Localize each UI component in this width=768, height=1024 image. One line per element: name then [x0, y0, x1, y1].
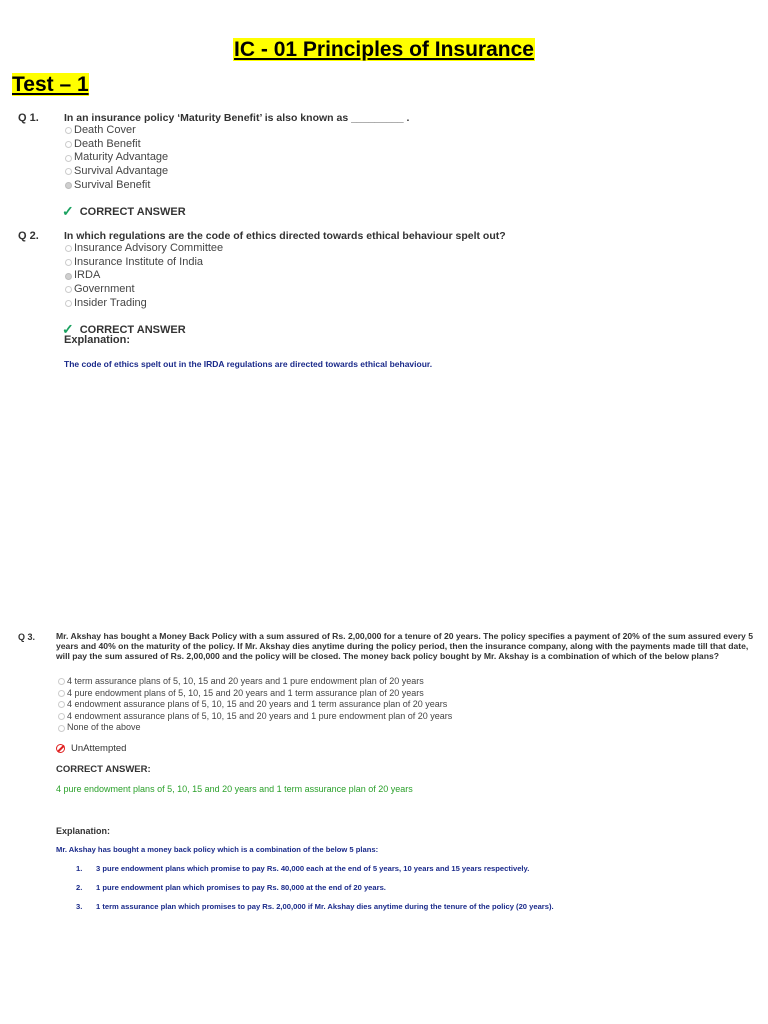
q3-correct-label: CORRECT ANSWER:	[56, 764, 151, 775]
not-attempted-icon	[56, 744, 65, 753]
q3-option[interactable]: 4 endowment assurance plans of 5, 10, 15 and 20 years and 1 pure endowment plan of 20 years	[58, 711, 452, 723]
page-title: IC - 01 Principles of Insurance	[234, 38, 534, 61]
q1-option[interactable]: Maturity Advantage	[65, 151, 168, 165]
q2-option[interactable]: Insider Trading	[65, 297, 223, 311]
q3-option[interactable]: 4 term assurance plans of 5, 10, 15 and 20 years and 1 pure endowment plan of 20 years	[58, 676, 452, 688]
q3-option[interactable]: 4 endowment assurance plans of 5, 10, 15 and 20 years and 1 term assurance plan of 20 years	[58, 699, 452, 711]
radio-icon[interactable]	[65, 155, 72, 162]
radio-icon[interactable]	[58, 713, 65, 720]
q2-number: Q 2.	[18, 230, 39, 242]
q2-explanation-label: Explanation:	[64, 334, 131, 346]
q2-result: ✓ CORRECT ANSWER	[62, 321, 186, 337]
radio-icon[interactable]	[65, 141, 72, 148]
radio-selected-icon[interactable]	[65, 273, 72, 280]
q3-options	[58, 676, 452, 734]
radio-icon[interactable]	[65, 300, 72, 307]
q1-option[interactable]: Survival Benefit	[65, 179, 168, 193]
q3-status: UnAttempted	[56, 743, 126, 754]
q3-text: Mr. Akshay has bought a Money Back Policy with a sum assured of Rs. 2,00,000 for a tenure of 20 years. The policy specifies a payment of 20% of the sum assured every 5 years and 40% on the maturity of the policy. If Mr. Akshay dies anytime during the policy period, then the insurance company, along with the payments made till that date, will pay the sum assured of Rs. 2,00,000 and the policy will be closed. The money back policy bought by Mr. Akshay is a combination of which of the below plans?	[56, 631, 753, 662]
q2-explanation: The code of ethics spelt out in the IRDA regulations are directed towards ethical behaviour.	[64, 359, 433, 369]
q3-explanation-point: 3. 1 term assurance plan which promises to pay Rs. 2,00,000 if Mr. Akshay dies anytime during the tenure of the policy (20 years).	[76, 902, 554, 911]
radio-icon[interactable]	[58, 678, 65, 685]
q1-option[interactable]: Death Benefit	[65, 138, 168, 152]
q1-result: ✓ CORRECT ANSWER	[62, 203, 186, 219]
q1-text: In an insurance policy ‘Maturity Benefit’ is also known as _________ .	[64, 112, 410, 124]
q3-option[interactable]: 4 pure endowment plans of 5, 10, 15 and 20 years and 1 term assurance plan of 20 years	[58, 688, 452, 700]
q1-option[interactable]: Death Cover	[65, 124, 168, 138]
radio-icon[interactable]	[58, 725, 65, 732]
q1-options	[65, 124, 168, 192]
radio-icon[interactable]	[65, 245, 72, 252]
radio-icon[interactable]	[65, 286, 72, 293]
q2-text: In which regulations are the code of ethics directed towards ethical behaviour spelt out?	[64, 230, 506, 242]
radio-icon[interactable]	[65, 168, 72, 175]
q2-option[interactable]: Government	[65, 283, 223, 297]
q1-option[interactable]: Survival Advantage	[65, 165, 168, 179]
q2-option[interactable]: IRDA	[65, 269, 223, 283]
q3-option[interactable]: None of the above	[58, 722, 452, 734]
q3-correct-answer: 4 pure endowment plans of 5, 10, 15 and 20 years and 1 term assurance plan of 20 years	[56, 784, 413, 794]
radio-icon[interactable]	[65, 259, 72, 266]
test-heading: Test – 1	[12, 73, 89, 96]
q3-number: Q 3.	[18, 632, 36, 642]
radio-icon[interactable]	[65, 127, 72, 134]
q2-options	[65, 242, 223, 310]
q3-explanation-point: 2. 1 pure endowment plan which promises to pay Rs. 80,000 at the end of 20 years.	[76, 883, 386, 892]
q3-explanation-point: 1. 3 pure endowment plans which promise to pay Rs. 40,000 each at the end of 5 years, 10 years and 15 years respectively.	[76, 864, 530, 873]
radio-selected-icon[interactable]	[65, 182, 72, 189]
radio-icon[interactable]	[58, 690, 65, 697]
radio-icon[interactable]	[58, 701, 65, 708]
q2-option[interactable]: Insurance Advisory Committee	[65, 242, 223, 256]
q3-explanation-intro: Mr. Akshay has bought a money back policy which is a combination of the below 5 plans:	[56, 845, 379, 854]
checkmark-icon: ✓	[62, 321, 74, 337]
q1-number: Q 1.	[18, 112, 39, 124]
q3-explanation-label: Explanation:	[56, 826, 111, 836]
q2-option[interactable]: Insurance Institute of India	[65, 256, 223, 270]
checkmark-icon: ✓	[62, 203, 74, 219]
